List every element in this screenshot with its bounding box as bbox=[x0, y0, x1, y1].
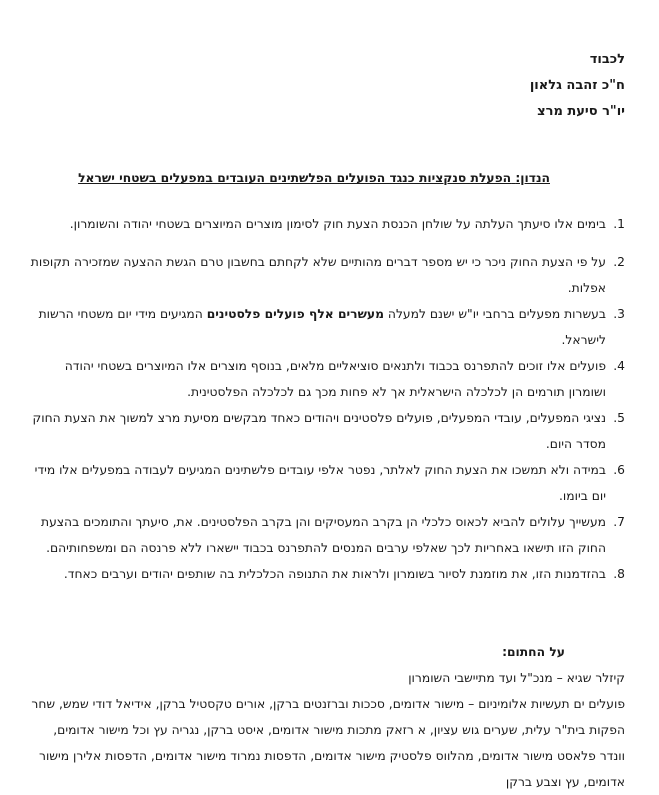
signers-block bbox=[30, 639, 625, 795]
item-text: מעשייך עלולים להביא לכאוס כלכלי הן בקרב המעסיקים והן בקרב הפלסטינים. את, סיעתך והתומכים בהצעת החוק הזו תישאו באחריות לכך שאלפי ערבים המנסים להתפרנס בכבוד יישארו ללא פרנסה הם ומשפחותיהם. bbox=[40, 515, 606, 555]
item-number: 7. bbox=[613, 515, 625, 529]
addressee-name: ח"כ זהבה גלאון bbox=[529, 78, 625, 93]
item-text bbox=[39, 307, 606, 347]
points-list bbox=[30, 211, 625, 587]
item-number: 8. bbox=[613, 567, 625, 581]
item-text: נציגי המפעלים, עובדי המפעלים, פועלים פלסטינים ויהודים כאחד מבקשים מסיעת מרצ למשוך את הצעת החוק מסדר היום. bbox=[32, 411, 606, 451]
item-text: פועלים אלו זוכים להתפרנס בכבוד ולתנאים סוציאליים מלאים, בנוסף מוצרים אלו המיוצרים בשטחי יהודה ושומרון תורמים הן לכלכלה הישראלית אך לא פחות מכך גם לכלכלה הפלסטינית. bbox=[64, 359, 606, 399]
addressee-block bbox=[30, 47, 625, 125]
list-item bbox=[30, 301, 625, 353]
list-item bbox=[30, 457, 625, 509]
subject-text: הפעלת סנקציות כנגד הפועלים הפלשתינים העובדים במפעלים בשטחי ישראל bbox=[78, 171, 512, 185]
addressee-salutation: לכבוד bbox=[589, 52, 625, 67]
item-text: בהזדמנות הזו, את מוזמנת לסיור בשומרון ולראות את התנופה הכלכלית בה שותפים יהודים וערבים כאחד. bbox=[63, 567, 606, 581]
item-number: 1. bbox=[613, 217, 625, 231]
item-number: 6. bbox=[613, 463, 625, 477]
list-item bbox=[30, 561, 625, 587]
list-item bbox=[30, 353, 625, 405]
subject-prefix: הנדון: bbox=[515, 171, 550, 185]
list-item bbox=[30, 405, 625, 457]
signers-title: על החתום: bbox=[502, 645, 565, 659]
item-number: 2. bbox=[613, 255, 625, 269]
list-item bbox=[30, 249, 625, 301]
subject-line bbox=[30, 169, 550, 187]
signer-primary: קיזלר שגיא – מנכ"ל ועד מתיישבי השומרון bbox=[408, 671, 625, 685]
item-number: 4. bbox=[613, 359, 625, 373]
item-text-bold: מעשרים אלף פועלים פלסטינים bbox=[206, 307, 384, 321]
item-text-post: המגיעים מידי יום משטחי הרשות לישראל. bbox=[38, 307, 606, 347]
list-item bbox=[30, 211, 625, 237]
addressee-role: יו"ר סיעת מרצ bbox=[537, 104, 625, 119]
item-text: בימים אלו סיעתך העלתה על שולחן הכנסת הצעת חוק לסימון מוצרים המיוצרים בשטחי יהודה והשומרון. bbox=[69, 217, 606, 231]
item-number: 3. bbox=[613, 307, 625, 321]
item-number: 5. bbox=[613, 411, 625, 425]
signer-list: פועלים ים תעשיות אלומיניום – מישור אדומים, סככות וברזנטים ברקן, אורים טקסטיל ברקן, אידיאל דודי שמש, שחר הפקות בית"ר עלית, שערים גוש עציון, א רזאק מתכות מישור אדומים, איסט ברקן, נגריה עץ וכל מישור אדומים, וונדר פלאסט מישור אדומים, מהלווס פלסטיק מישור אדומים, הדפסות נמרוד מישור אדומים, הדפסות אלירן מישור אדומים, עץ וצבע ברקן bbox=[31, 697, 625, 789]
item-text-pre: בעשרות מפעלים ברחבי יו"ש ישנם למעלה bbox=[384, 307, 606, 321]
list-item bbox=[30, 509, 625, 561]
item-text: על פי הצעת החוק ניכר כי יש מספר דברים מהותיים שלא לקחתם בחשבון טרם הגשת ההצעה שמזכירה תקופות אפלות. bbox=[30, 255, 606, 295]
item-text: במידה ולא תמשכו את הצעת החוק לאלתר, נפטר אלפי עובדים פלשתינים המגיעים לעבודה במפעלים אלו מידי יום ביומו. bbox=[34, 463, 606, 503]
